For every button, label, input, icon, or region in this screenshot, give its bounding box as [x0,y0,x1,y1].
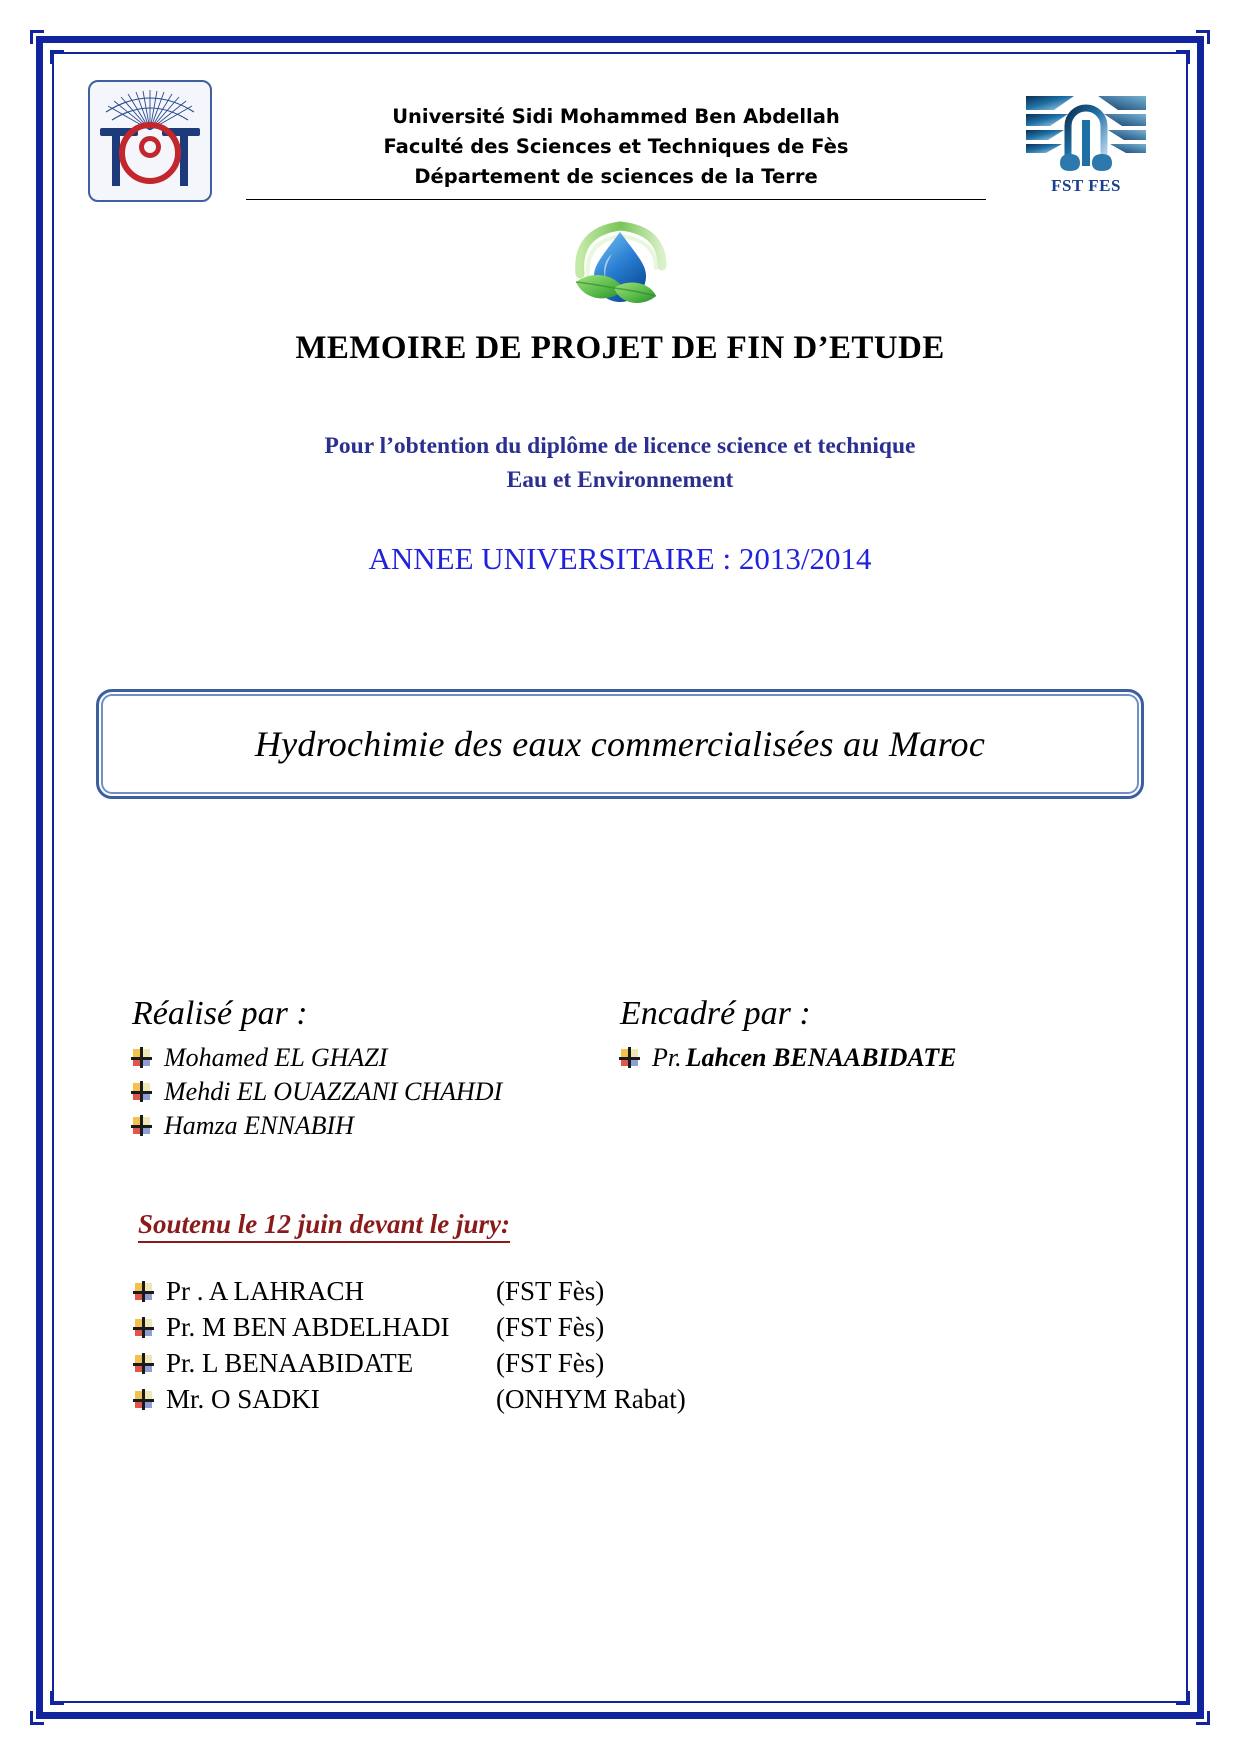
university-name: Université Sidi Mohammed Ben Abdellah [392,105,840,128]
jury-member-name: Pr. L BENAABIDATE [166,1348,414,1379]
jury-member-affiliation: (FST Fès) [496,1276,605,1307]
people-section [88,995,1152,1145]
degree-subtitle [88,429,1152,497]
authors-column [132,995,602,1145]
author-row [132,1077,602,1107]
author-name: Mohamed EL GHAZI [164,1043,388,1073]
bullet-marker-icon [620,1049,639,1068]
fst-fes-label: FST FES [1051,176,1121,195]
usmba-university-seal-icon [88,80,212,202]
usmba-seal-ring [119,122,181,184]
supervisor-name: Lahcen BENAABIDATE [685,1043,957,1073]
bullet-marker-icon [134,1355,153,1374]
jury-heading-text: Soutenu le 12 juin devant le jury: [138,1209,510,1243]
jury-member-name: Mr. O SADKI [166,1384,320,1415]
faculty-name: Faculté des Sciences et Techniques de Fès [383,135,849,159]
corner-ornament-bottom-right [1176,1691,1210,1725]
author-name: Hamza ENNABIH [164,1111,354,1141]
page-title: MEMOIRE DE PROJET DE FIN D’ETUDE [295,330,945,366]
jury-row [134,1384,1152,1415]
corner-ornament-top-left [30,30,64,64]
department-name: Département de sciences de la Terre [414,165,818,189]
author-row [132,1043,602,1073]
degree-subtitle-line2: Eau et Environnement [506,467,734,494]
jury-member-affiliation: (ONHYM Rabat) [496,1384,686,1415]
jury-list [88,1276,1152,1415]
thesis-title: Hydrochimie des eaux commercialisées au Maroc [254,724,986,765]
jury-member-name: Pr . A LAHRACH [166,1276,365,1307]
header-divider [246,199,987,200]
bullet-marker-icon [132,1083,151,1102]
bullet-marker-icon [134,1391,153,1410]
cover-content [60,60,1180,1695]
bullet-marker-icon [132,1049,151,1068]
jury-member-name: Pr. M BEN ABDELHADI [166,1312,450,1343]
jury-member-affiliation: (FST Fès) [496,1348,605,1379]
author-name: Mehdi EL OUAZZANI CHAHDI [164,1077,503,1107]
institution-block [212,80,1020,200]
corner-ornament-bottom-left [30,1691,64,1725]
supervisor-row [620,1043,1152,1073]
fst-fes-logo-icon [1020,80,1152,198]
bullet-marker-icon [134,1283,153,1302]
jury-row [134,1348,1152,1379]
bullet-marker-icon [132,1117,151,1136]
supervisor-heading: Encadré par : [620,995,811,1033]
thesis-title-box [96,689,1144,799]
corner-ornament-top-right [1176,30,1210,64]
jury-row [134,1312,1152,1343]
jury-row [134,1276,1152,1307]
page-header [88,80,1152,212]
fst-fes-logo-graphic [1020,80,1152,184]
author-row [132,1111,602,1141]
degree-subtitle-line1: Pour l’obtention du diplôme de licence science et technique [324,433,916,459]
water-droplet-leaves-icon [558,216,682,312]
droplet-graphic [558,216,682,312]
supervisor-column [602,995,1152,1145]
supervisor-prefix: Pr. [652,1043,682,1073]
academic-year: ANNEE UNIVERSITAIRE : 2013/2014 [368,541,872,577]
authors-heading: Réalisé par : [132,995,308,1033]
center-logo-wrap [88,216,1152,312]
jury-heading [88,1209,1152,1240]
bullet-marker-icon [134,1319,153,1338]
jury-member-affiliation: (FST Fès) [496,1312,605,1343]
